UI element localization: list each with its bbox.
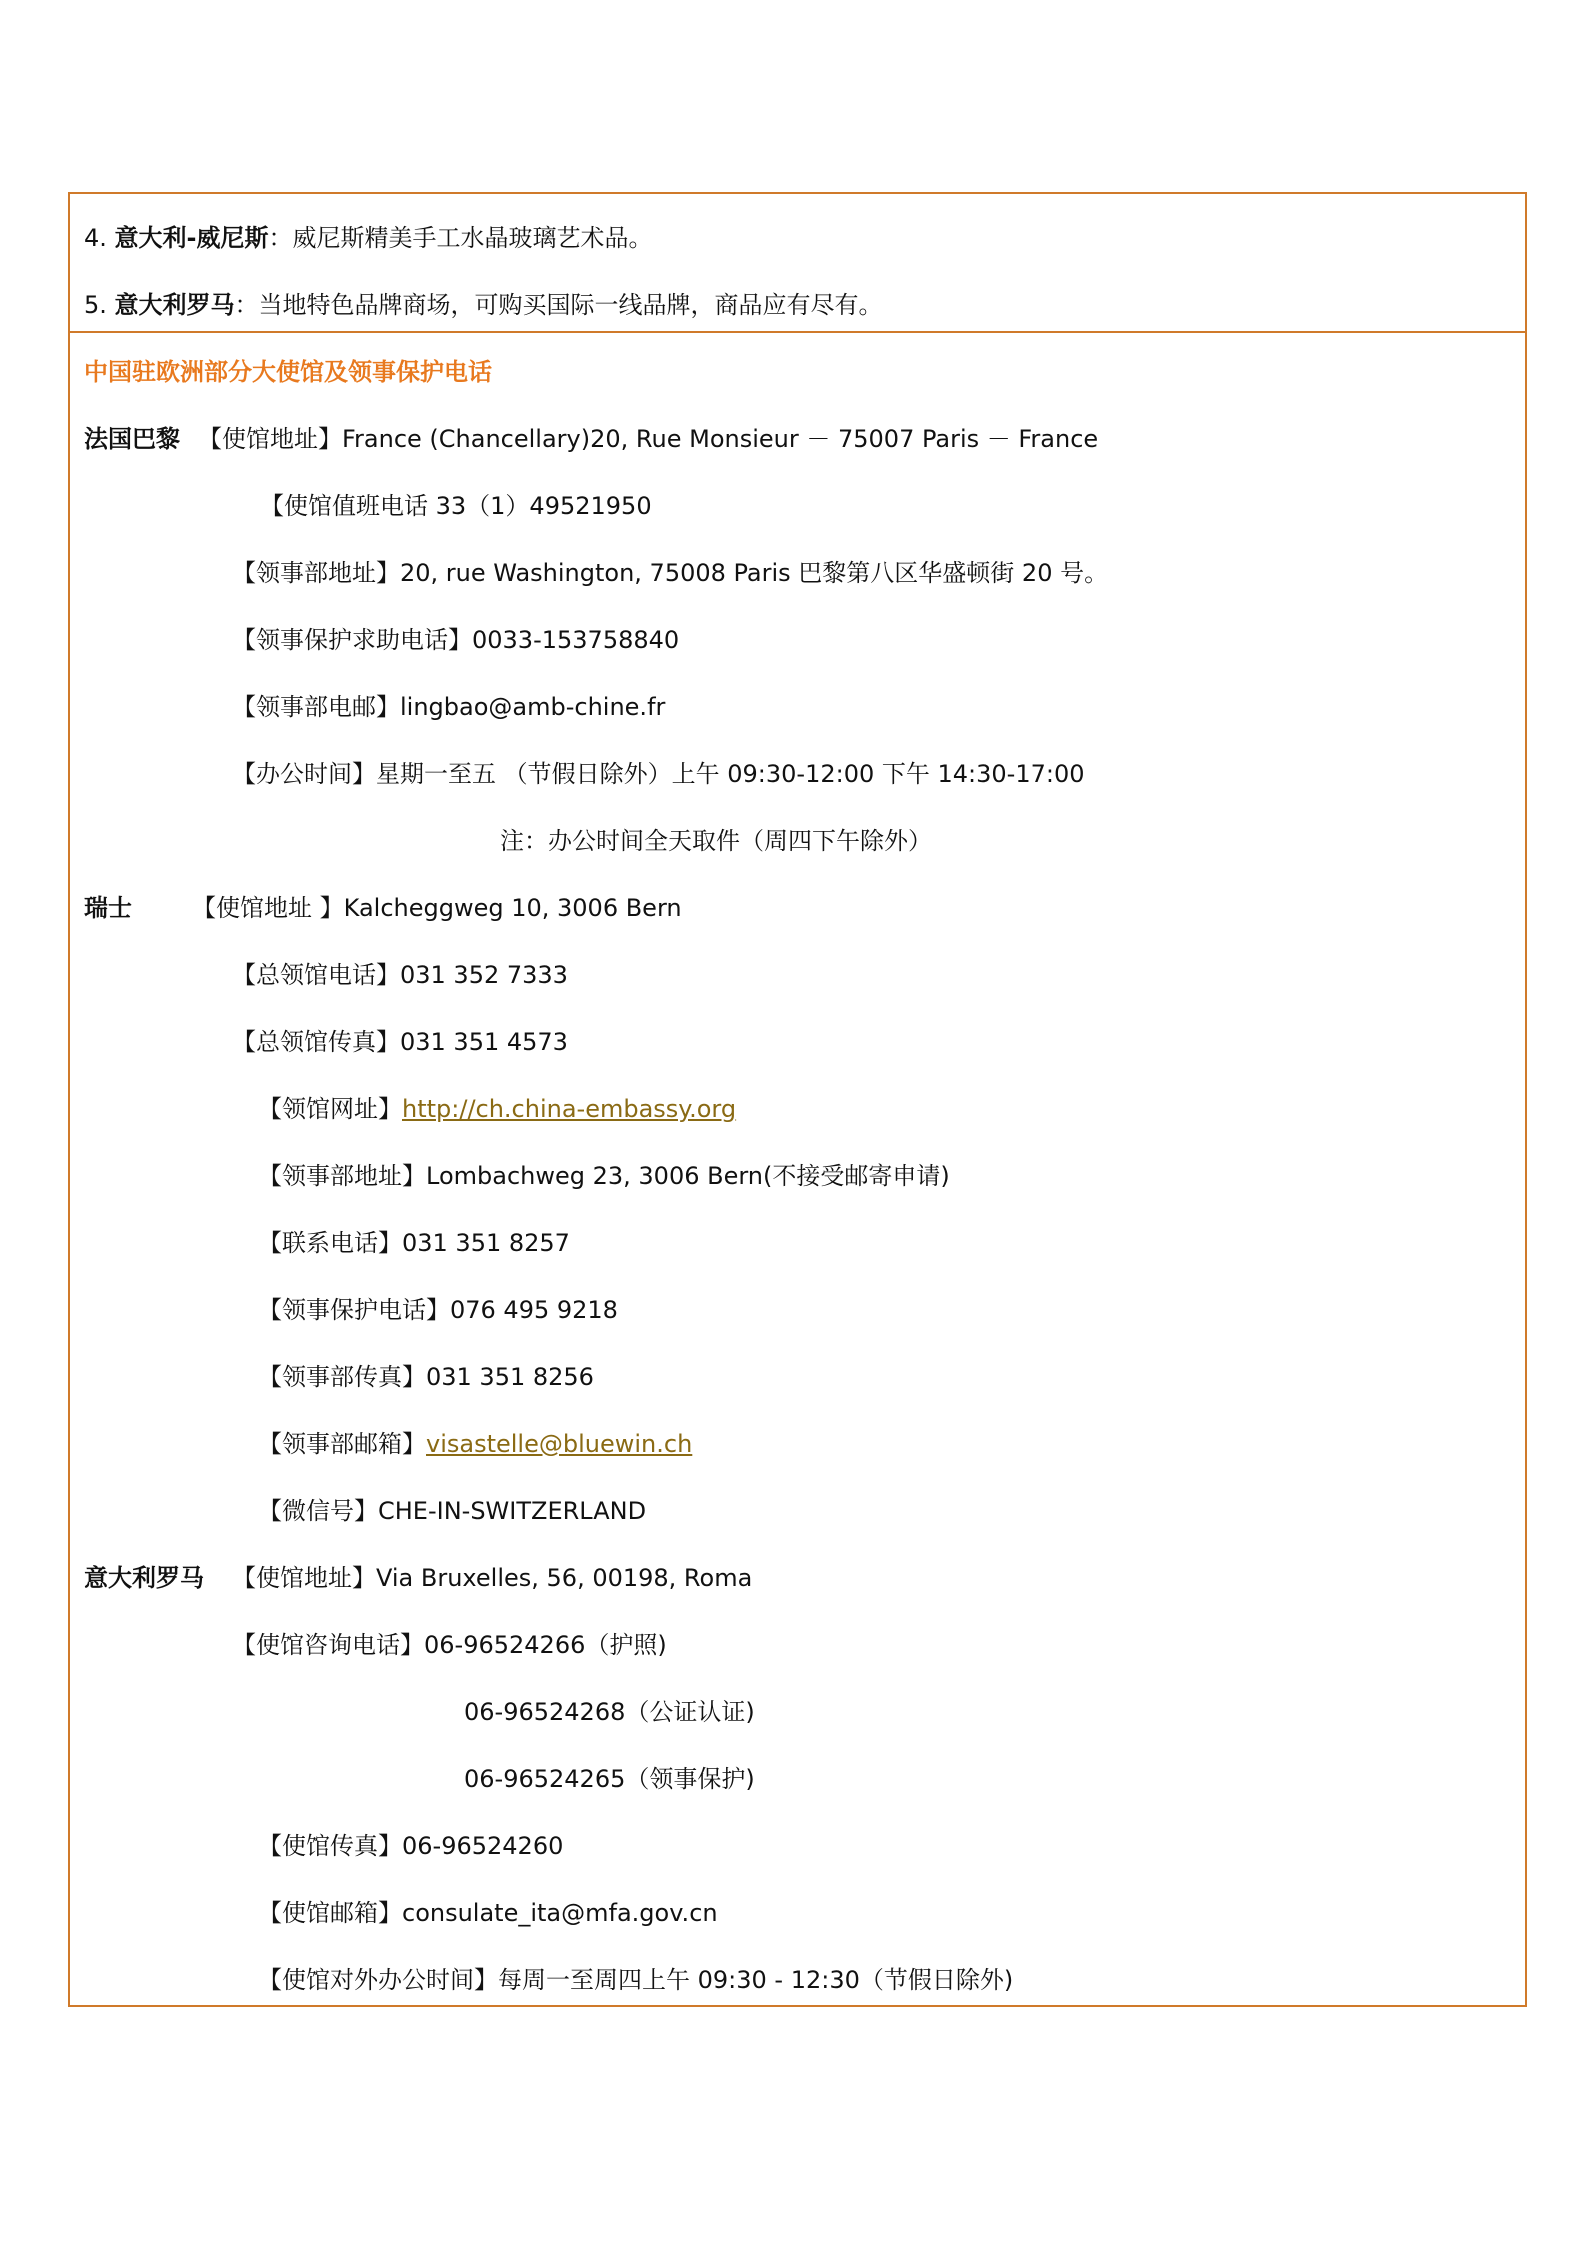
rome-phone-notary: 06-96524268（公证认证)	[464, 1698, 755, 1726]
website-label: 【领馆网址】	[258, 1095, 402, 1123]
item-place: 意大利罗马	[114, 291, 235, 319]
shopping-item	[84, 289, 883, 321]
item-place: 意大利-威尼斯	[114, 224, 269, 252]
rome-fax: 【使馆传真】06-96524260	[258, 1832, 564, 1860]
switzerland-email	[258, 1428, 692, 1460]
switzerland-fax: 【总领馆传真】031 351 4573	[232, 1028, 568, 1056]
paris-address: 【使馆地址】France (Chancellary)20, Rue Monsieur － 75007 Paris － France	[198, 425, 1099, 453]
shopping-item	[84, 222, 653, 254]
rome-hours: 【使馆对外办公时间】每周一至周四上午 09:30 - 12:30（节假日除外)	[258, 1966, 1014, 1994]
shopping-section	[70, 194, 1525, 333]
switzerland-wechat: 【微信号】CHE-IN-SWITZERLAND	[258, 1497, 647, 1525]
paris-hours: 【办公时间】星期一至五 （节假日除外）上午 09:30-12:00 下午 14:30-17:00	[232, 760, 1085, 788]
paris-note: 注：办公时间全天取件（周四下午除外）	[500, 827, 932, 855]
paris-email: 【领事部电邮】lingbao@amb-chine.fr	[232, 693, 666, 721]
info-table	[68, 192, 1527, 2007]
switzerland-contact-phone: 【联系电话】031 351 8257	[258, 1229, 570, 1257]
item-number: 5.	[84, 291, 107, 319]
rome-address: 【使馆地址】Via Bruxelles, 56, 00198, Roma	[232, 1564, 753, 1592]
email-label: 【领事部邮箱】	[258, 1430, 426, 1458]
rome-label: 意大利罗马	[84, 1564, 204, 1592]
paris-duty-phone: 【使馆值班电话 33（1）49521950	[260, 492, 652, 520]
item-desc: 威尼斯精美手工水晶玻璃艺术品。	[292, 224, 653, 252]
consular-email-link[interactable]: visastelle@bluewin.ch	[426, 1430, 693, 1458]
switzerland-phone: 【总领馆电话】031 352 7333	[232, 961, 568, 989]
paris-protection-phone: 【领事保护求助电话】0033-153758840	[232, 626, 680, 654]
rome-phone-passport: 【使馆咨询电话】06-96524266（护照)	[232, 1631, 667, 1659]
rome-email: 【使馆邮箱】consulate_ita@mfa.gov.cn	[258, 1899, 718, 1927]
embassy-website-link[interactable]: http://ch.china-embassy.org	[402, 1095, 737, 1123]
item-separator: ：	[268, 224, 293, 252]
switzerland-website	[258, 1093, 736, 1125]
switzerland-consular-address: 【领事部地址】Lombachweg 23, 3006 Bern(不接受邮寄申请)	[258, 1162, 950, 1190]
item-desc: 当地特色品牌商场，可购买国际一线品牌，商品应有尽有。	[258, 291, 883, 319]
rome-phone-protection: 06-96524265（领事保护)	[464, 1765, 755, 1793]
paris-label: 法国巴黎	[84, 425, 180, 453]
item-separator: ：	[234, 291, 259, 319]
switzerland-address: 【使馆地址 】Kalcheggweg 10, 3006 Bern	[192, 894, 682, 922]
switzerland-consular-fax: 【领事部传真】031 351 8256	[258, 1363, 594, 1391]
paris-consular-address: 【领事部地址】20, rue Washington, 75008 Paris 巴黎第八区华盛顿街 20 号。	[232, 559, 1109, 587]
switzerland-protection-phone: 【领事保护电话】076 495 9218	[258, 1296, 618, 1324]
embassy-heading: 中国驻欧洲部分大使馆及领事保护电话	[84, 358, 492, 386]
item-number: 4.	[84, 224, 107, 252]
switzerland-label: 瑞士	[84, 894, 132, 922]
